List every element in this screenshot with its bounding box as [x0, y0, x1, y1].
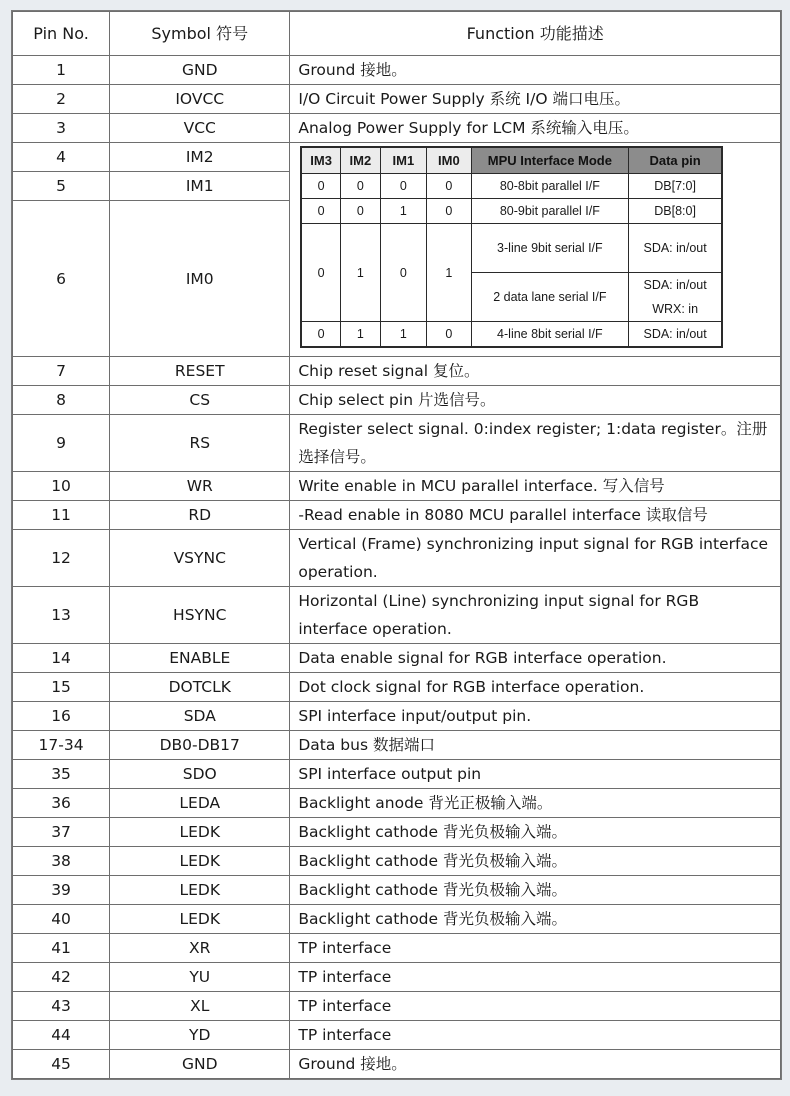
pin-symbol: LEDK: [110, 876, 290, 905]
data-pin: SDA: in/out: [628, 224, 722, 273]
pin-symbol: GND: [110, 1050, 290, 1079]
pin-function: Analog Power Supply for LCM 系统输入电压。: [290, 114, 781, 143]
pin-symbol: RS: [110, 415, 290, 472]
im0-value: 1: [426, 224, 471, 322]
pin-symbol: IM0: [110, 201, 290, 357]
pin-number: 11: [13, 501, 110, 530]
mode-table-header: [301, 147, 722, 174]
pin-number: 12: [13, 530, 110, 587]
data-pin-line: WRX: in: [652, 302, 699, 316]
im0-value: 0: [426, 174, 471, 199]
pin-symbol: ENABLE: [110, 644, 290, 673]
pin-function: Vertical (Frame) synchronizing input signal for RGB interface operation.: [290, 530, 781, 587]
pin-symbol: HSYNC: [110, 587, 290, 644]
mode-header-interface: MPU Interface Mode: [471, 147, 628, 174]
im3-value: 0: [301, 224, 340, 322]
im1-value: 1: [380, 322, 426, 348]
data-pin: DB[8:0]: [628, 199, 722, 224]
table-row: [13, 818, 781, 847]
table-row: [13, 731, 781, 760]
mode-table-row: [301, 199, 722, 224]
data-pin-line: SDA: in/out: [643, 278, 707, 292]
table-row: [13, 702, 781, 731]
pin-number: 14: [13, 644, 110, 673]
pin-function: SPI interface output pin: [290, 760, 781, 789]
pin-function: Backlight cathode 背光负极输入端。: [290, 876, 781, 905]
pin-number: 7: [13, 357, 110, 386]
pin-function: Register select signal. 0:index register; 1:data register。注册选择信号。: [290, 415, 781, 472]
pin-symbol: CS: [110, 386, 290, 415]
pin-function: Backlight cathode 背光负极输入端。: [290, 818, 781, 847]
pin-number: 5: [13, 172, 110, 201]
pin-function: Write enable in MCU parallel interface. 写入信号: [290, 472, 781, 501]
pin-number: 3: [13, 114, 110, 143]
table-row: [13, 56, 781, 85]
pin-number: 10: [13, 472, 110, 501]
interface-mode-cell: [290, 143, 781, 357]
data-pin: [628, 273, 722, 322]
pin-number: 43: [13, 992, 110, 1021]
pin-number: 2: [13, 85, 110, 114]
pin-function: Ground 接地。: [290, 1050, 781, 1079]
interface-mode: 80-9bit parallel I/F: [471, 199, 628, 224]
pin-function: Ground 接地。: [290, 56, 781, 85]
im3-value: 0: [301, 322, 340, 348]
pin-function: Chip reset signal 复位。: [290, 357, 781, 386]
pin-number: 40: [13, 905, 110, 934]
pin-symbol: IM1: [110, 172, 290, 201]
pin-symbol: YD: [110, 1021, 290, 1050]
pin-number: 9: [13, 415, 110, 472]
mode-header-data-pin: Data pin: [628, 147, 722, 174]
pin-symbol: GND: [110, 56, 290, 85]
im2-value: 0: [340, 199, 380, 224]
pin-symbol: YU: [110, 963, 290, 992]
mode-header-im1: IM1: [380, 147, 426, 174]
pin-function: I/O Circuit Power Supply 系统 I/O 端口电压。: [290, 85, 781, 114]
mode-header-im3: IM3: [301, 147, 340, 174]
pin-symbol: XL: [110, 992, 290, 1021]
im2-value: 1: [340, 224, 380, 322]
pin-number: 41: [13, 934, 110, 963]
pin-symbol: WR: [110, 472, 290, 501]
pin-number: 17-34: [13, 731, 110, 760]
pin-symbol: VCC: [110, 114, 290, 143]
pin-function: TP interface: [290, 934, 781, 963]
table-row: [13, 415, 781, 472]
pin-symbol: SDA: [110, 702, 290, 731]
pin-symbol: VSYNC: [110, 530, 290, 587]
mode-header-im0: IM0: [426, 147, 471, 174]
interface-mode: 4-line 8bit serial I/F: [471, 322, 628, 348]
pin-function: Data bus 数据端口: [290, 731, 781, 760]
pin-function: Backlight cathode 背光负极输入端。: [290, 905, 781, 934]
pin-number: 1: [13, 56, 110, 85]
pin-number: 35: [13, 760, 110, 789]
table-row: [13, 789, 781, 818]
table-row: [13, 992, 781, 1021]
table-row: [13, 673, 781, 702]
pin-number: 42: [13, 963, 110, 992]
pin-function: -Read enable in 8080 MCU parallel interface 读取信号: [290, 501, 781, 530]
mode-header-im2: IM2: [340, 147, 380, 174]
im2-value: 0: [340, 174, 380, 199]
im3-value: 0: [301, 174, 340, 199]
pin-symbol: DOTCLK: [110, 673, 290, 702]
pin-number: 16: [13, 702, 110, 731]
pin-number: 45: [13, 1050, 110, 1079]
pin-symbol: LEDK: [110, 847, 290, 876]
pin-function: SPI interface input/output pin.: [290, 702, 781, 731]
header-function: Function 功能描述: [290, 12, 781, 56]
interface-mode: 80-8bit parallel I/F: [471, 174, 628, 199]
pin-symbol: XR: [110, 934, 290, 963]
interface-mode: 3-line 9bit serial I/F: [471, 224, 628, 273]
table-row: [13, 905, 781, 934]
header-symbol: Symbol 符号: [110, 12, 290, 56]
mode-table-row: [301, 322, 722, 348]
table-row: [13, 876, 781, 905]
pin-function: TP interface: [290, 1021, 781, 1050]
pin-function: Horizontal (Line) synchronizing input signal for RGB interface operation.: [290, 587, 781, 644]
im0-value: 0: [426, 322, 471, 348]
pin-number: 6: [13, 201, 110, 357]
pin-number: 13: [13, 587, 110, 644]
table-row: [13, 530, 781, 587]
pin-number: 36: [13, 789, 110, 818]
table-row: [13, 587, 781, 644]
pin-number: 44: [13, 1021, 110, 1050]
pin-function: Backlight cathode 背光负极输入端。: [290, 847, 781, 876]
pin-symbol: LEDK: [110, 905, 290, 934]
pin-function: Data enable signal for RGB interface operation.: [290, 644, 781, 673]
pin-symbol: IOVCC: [110, 85, 290, 114]
table-row: [13, 963, 781, 992]
pin-function: TP interface: [290, 963, 781, 992]
pin-function: Dot clock signal for RGB interface operation.: [290, 673, 781, 702]
table-row: [13, 1050, 781, 1079]
data-pin: SDA: in/out: [628, 322, 722, 348]
pin-number: 39: [13, 876, 110, 905]
table-row: [13, 1021, 781, 1050]
pin-definition-sheet: [11, 10, 782, 1080]
pin-symbol: SDO: [110, 760, 290, 789]
table-row: [13, 934, 781, 963]
pin-symbol: IM2: [110, 143, 290, 172]
pin-function: Chip select pin 片选信号。: [290, 386, 781, 415]
pin-function: Backlight anode 背光正极输入端。: [290, 789, 781, 818]
interface-mode-table: [300, 146, 723, 348]
data-pin: DB[7:0]: [628, 174, 722, 199]
pin-number: 38: [13, 847, 110, 876]
table-row: [13, 143, 781, 172]
pin-number: 37: [13, 818, 110, 847]
table-row: [13, 501, 781, 530]
table-row: [13, 472, 781, 501]
im1-value: 0: [380, 174, 426, 199]
table-header-row: [13, 12, 781, 56]
pin-symbol: LEDA: [110, 789, 290, 818]
table-row: [13, 386, 781, 415]
im2-value: 1: [340, 322, 380, 348]
pin-function: TP interface: [290, 992, 781, 1021]
table-row: [13, 847, 781, 876]
table-row: [13, 760, 781, 789]
header-pin-no: Pin No.: [13, 12, 110, 56]
pin-number: 15: [13, 673, 110, 702]
im1-value: 1: [380, 199, 426, 224]
table-row: [13, 85, 781, 114]
pin-definition-table: [12, 11, 781, 1079]
pin-number: 8: [13, 386, 110, 415]
interface-mode: 2 data lane serial I/F: [471, 273, 628, 322]
pin-symbol: RD: [110, 501, 290, 530]
im3-value: 0: [301, 199, 340, 224]
im0-value: 0: [426, 199, 471, 224]
table-row: [13, 357, 781, 386]
pin-symbol: RESET: [110, 357, 290, 386]
mode-table-row: [301, 174, 722, 199]
table-row: [13, 644, 781, 673]
mode-table-row: [301, 224, 722, 273]
pin-symbol: LEDK: [110, 818, 290, 847]
table-row: [13, 114, 781, 143]
pin-number: 4: [13, 143, 110, 172]
pin-symbol: DB0-DB17: [110, 731, 290, 760]
im1-value: 0: [380, 224, 426, 322]
